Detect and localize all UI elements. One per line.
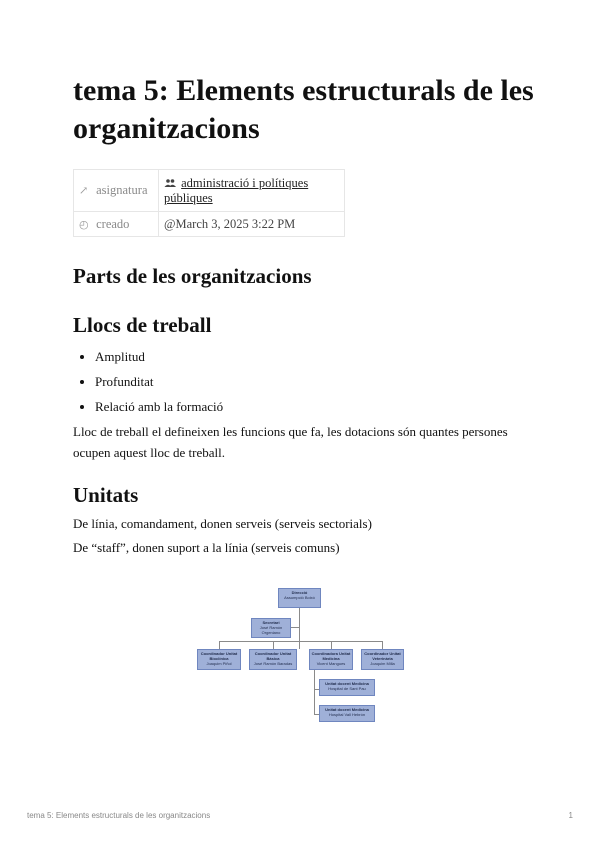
property-value-created: @March 3, 2025 3:22 PM xyxy=(159,212,345,237)
org-box-unit: Coordinadora Unitat Medicina Vicent Mangues xyxy=(309,649,353,670)
connector-line xyxy=(219,641,220,649)
property-row-created xyxy=(74,212,345,237)
bullet-list xyxy=(73,344,223,419)
connector-line xyxy=(273,641,274,649)
page-footer xyxy=(27,811,573,820)
connector-line xyxy=(331,641,332,649)
org-box-director: Direcció Assumpció Boixó xyxy=(278,588,321,608)
heading-parts: Parts de les organitzacions xyxy=(73,264,312,288)
connector-line xyxy=(299,607,300,649)
org-box-unit: Coordinador Unitat Veterinària Joaquim Milla xyxy=(361,649,404,670)
org-chart xyxy=(195,585,405,730)
org-box-subunit: Unitat docent Medicina Hospital Vall Hebrón xyxy=(319,705,375,722)
connector-line xyxy=(219,641,382,642)
connector-line xyxy=(314,669,315,715)
property-key-subject: ↗ asignatura xyxy=(74,170,159,212)
paragraph-staff: De “staff”, donen suport a la línia (serveis comuns) xyxy=(73,540,340,555)
org-box-unit: Coordinador Unitat Bioclínica Joaquim Piñol xyxy=(197,649,241,670)
org-box-secretary: Secretari José Ramón Orgeniano xyxy=(251,618,291,638)
page-title: tema 5: Elements estructurals de les organitzacions xyxy=(73,74,534,145)
property-row-subject xyxy=(74,170,345,212)
list-item: • Relació amb la formació xyxy=(95,394,223,419)
clock-icon: ◴ xyxy=(79,218,89,231)
list-item: • Amplitud xyxy=(95,344,223,369)
footer-title: tema 5: Elements estructurals de les organitzacions xyxy=(27,811,211,820)
paragraph-llocs: Lloc de treball el defineixen les funcions que fa, les dotacions són quantes persones ocupen aquest lloc de treball. xyxy=(73,424,508,460)
paragraph-linia: De línia, comandament, donen serveis (serveis sectorials) xyxy=(73,516,372,531)
org-box-unit: Coordinador Unitat Bàsica José Ramón Baradas xyxy=(249,649,297,670)
page-number: 1 xyxy=(568,811,573,820)
connector-line xyxy=(290,627,300,628)
org-box-subunit: Unitat docent Medicina Hospital de Sant Pau xyxy=(319,679,375,696)
property-value-subject xyxy=(159,170,345,212)
subject-link[interactable]: administració i polítiques públiques xyxy=(164,175,309,205)
list-item: • Profunditat xyxy=(95,369,223,394)
heading-llocs: Llocs de treball xyxy=(73,313,212,337)
arrow-up-right-icon: ↗ xyxy=(79,185,89,197)
people-icon xyxy=(164,178,178,190)
property-key-created: ◴ creado xyxy=(74,212,159,237)
connector-line xyxy=(382,641,383,649)
properties-table xyxy=(73,169,345,237)
heading-unitats: Unitats xyxy=(73,483,139,507)
